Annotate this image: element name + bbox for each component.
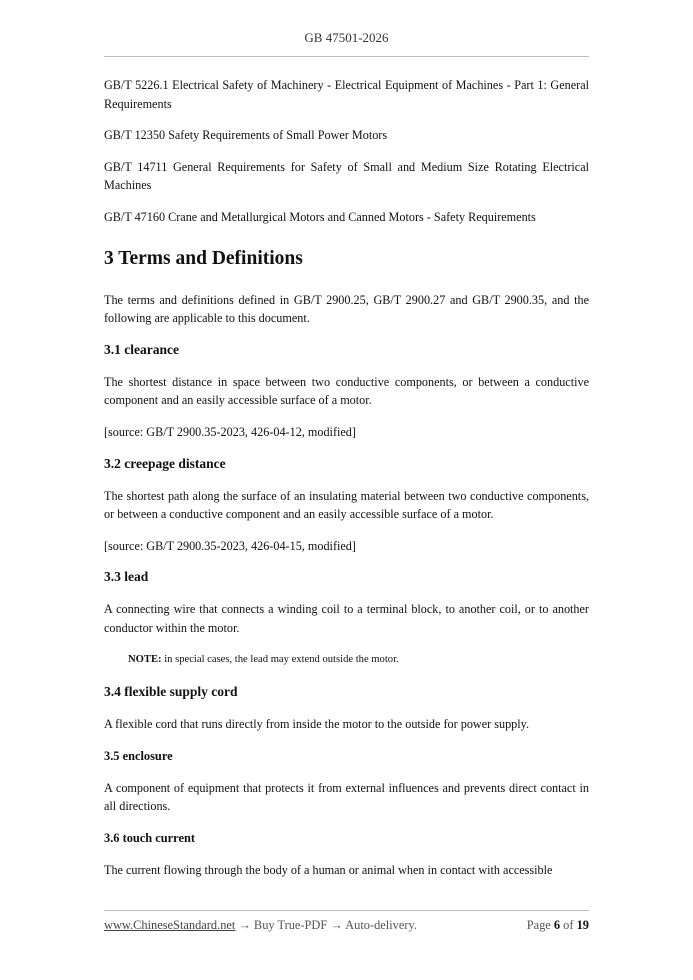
term-heading-touch-current: 3.6 touch current [104, 830, 195, 845]
term-source-creepage-distance: [source: GB/T 2900.35-2023, 426-04-15, modified] [104, 538, 356, 553]
page-of: of [560, 918, 577, 932]
term-definition-enclosure: A component of equipment that protects it from external influences and prevents direct contact in all directions. [104, 780, 589, 814]
page-total: 19 [576, 918, 589, 932]
term-definition-touch-current: The current flowing through the body of a human or animal when in contact with accessible [104, 862, 553, 877]
reference-gbt-5226-1: GB/T 5226.1 Electrical Safety of Machinery - Electrical Equipment of Machines - Part 1: General Requirements [104, 78, 589, 111]
note-label: NOTE: [128, 653, 162, 665]
page-current: 6 [553, 918, 561, 932]
section-title: 3 Terms and Definitions [104, 247, 303, 269]
header-divider [104, 56, 589, 57]
reference-gbt-12350: GB/T 12350 Safety Requirements of Small Power Motors [104, 128, 388, 143]
term-heading-lead: 3.3 lead [104, 569, 149, 585]
term-definition-clearance: The shortest distance in space between two conductive components, or between a conductive component and an easily accessible surface of a motor. [104, 374, 589, 408]
term-note-lead [128, 651, 589, 670]
term-definition-flexible-supply-cord: A flexible cord that runs directly from inside the motor to the outside for power supply. [104, 717, 530, 732]
reference-gbt-47160: GB/T 47160 Crane and Metallurgical Motors and Canned Motors - Safety Requirements [104, 209, 536, 224]
term-heading-creepage-distance: 3.2 creepage distance [104, 455, 226, 471]
term-heading-enclosure: 3.5 enclosure [104, 748, 173, 763]
term-heading-clearance: 3.1 clearance [104, 341, 179, 357]
term-source-clearance: [source: GB/T 2900.35-2023, 426-04-12, modified] [104, 424, 356, 439]
footer-purchase-text: → Buy True-PDF → Auto-delivery. [235, 918, 417, 932]
footer-divider [104, 910, 589, 911]
page-header: GB 47501-2026 [304, 30, 389, 45]
page-number [527, 918, 589, 933]
term-definition-creepage-distance: The shortest path along the surface of an insulating material between two conductive components, or between a conductive component and an easily accessible surface of a motor. [104, 488, 589, 522]
page-label: Page [526, 918, 554, 932]
footer-website-link[interactable]: www.ChineseStandard.net [104, 918, 236, 932]
term-definition-lead: A connecting wire that connects a winding coil to a terminal block, to another coil, or to another conductor within the motor. [104, 602, 589, 635]
term-heading-flexible-supply-cord: 3.4 flexible supply cord [104, 684, 238, 700]
section-intro: The terms and definitions defined in GB/T 2900.25, GB/T 2900.27 and GB/T 2900.35, and the following are applicable to this document. [104, 292, 589, 326]
note-text: in special cases, the lead may extend outside the motor. [161, 653, 399, 665]
reference-gbt-14711: GB/T 14711 General Requirements for Safety of Small and Medium Size Rotating Electrical Machines [104, 159, 589, 193]
page-content [104, 76, 589, 892]
page-footer [104, 918, 589, 933]
